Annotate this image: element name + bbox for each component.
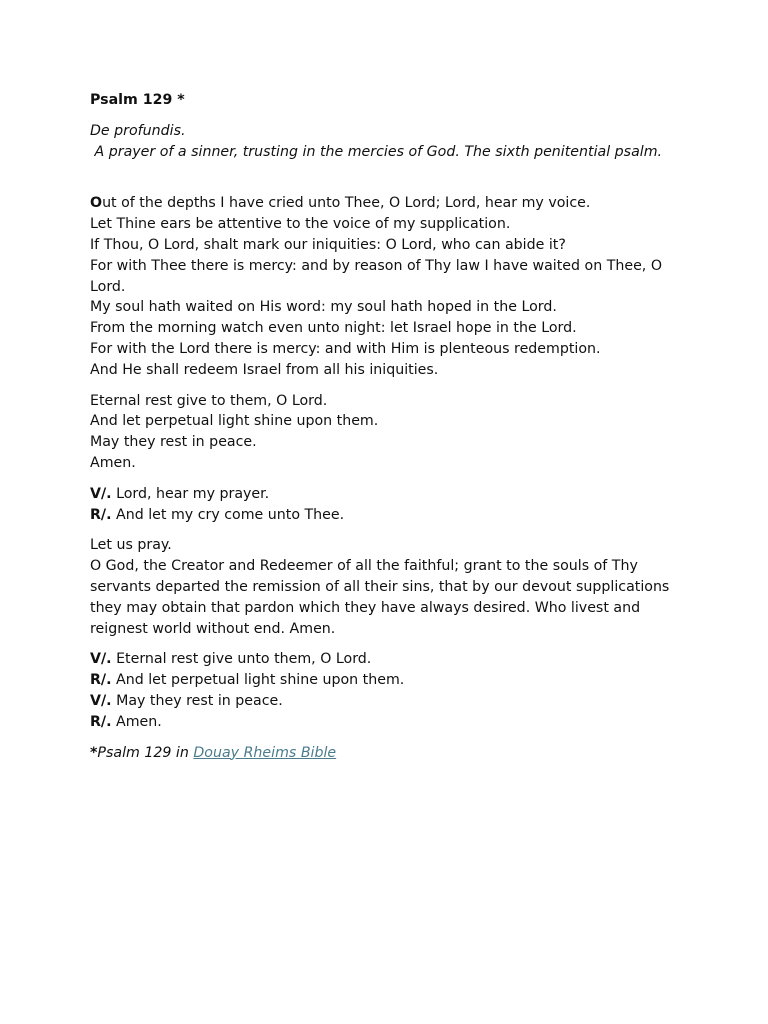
versicle-text: May they rest in peace. (111, 692, 283, 709)
psalm-verse: My soul hath waited on His word: my soul hath hoped in the Lord. (90, 299, 557, 316)
source-citation (90, 743, 688, 764)
psalm-verse: For with Thee there is mercy: and by reason of Thy law I have waited on Thee, O Lord. (90, 257, 662, 295)
versicle-marker: V/. (90, 692, 112, 709)
citation-prefix: Psalm 129 in (97, 744, 194, 761)
response-marker: R/. (90, 506, 112, 523)
response-text: And let my cry come unto Thee. (111, 506, 345, 523)
versicle-line (90, 649, 688, 670)
prayer-line: Amen. (90, 454, 136, 471)
response-marker: R/. (90, 713, 112, 730)
response-text: And let perpetual light shine upon them. (111, 672, 405, 689)
drop-letter: O (90, 195, 103, 212)
psalm-verse: For with the Lord there is mercy: and with Him is plenteous redemption. (90, 340, 601, 357)
psalm-description: A prayer of a sinner, trusting in the mercies of God. The sixth penitential psalm. (90, 143, 663, 160)
prayer-intro: Let us pray. (90, 537, 172, 554)
prayer-line: And let perpetual light shine upon them. (90, 413, 379, 430)
versicle-response-2 (90, 649, 688, 732)
response-line (90, 712, 688, 733)
psalm-verse (90, 193, 688, 214)
psalm-verse-text: ut of the depths I have cried unto Thee, O Lord; Lord, hear my voice. (102, 195, 591, 212)
response-line (90, 670, 688, 691)
versicle-marker: V/. (90, 485, 112, 502)
response-line (90, 505, 688, 526)
page-title: Psalm 129 * (90, 92, 185, 108)
versicle-response-1 (90, 484, 688, 526)
versicle-text: Lord, hear my prayer. (111, 485, 270, 502)
response-text: Amen. (111, 713, 162, 730)
prayer-body: O God, the Creator and Redeemer of all the faithful; grant to the souls of Thy servants departed the remission of all their sins, that by our devout supplications they may obtain that pardon which they have always desired. Who livest and reignest world without end. Amen. (90, 558, 670, 637)
douay-rheims-link[interactable]: Douay Rheims Bible (193, 744, 337, 761)
psalm-text (90, 193, 688, 380)
versicle-text: Eternal rest give unto them, O Lord. (111, 651, 372, 668)
prayer-line: May they rest in peace. (90, 434, 257, 451)
psalm-subtitle (90, 121, 688, 163)
versicle-marker: V/. (90, 651, 112, 668)
psalm-verse: From the morning watch even unto night: let Israel hope in the Lord. (90, 320, 577, 337)
latin-title: De profundis. (90, 122, 186, 139)
versicle-line (90, 484, 688, 505)
eternal-rest-prayer (90, 391, 688, 474)
psalm-verse: If Thou, O Lord, shalt mark our iniquities: O Lord, who can abide it? (90, 236, 566, 253)
closing-prayer (90, 535, 688, 639)
psalm-verse: Let Thine ears be attentive to the voice of my supplication. (90, 216, 511, 233)
psalm-verse: And He shall redeem Israel from all his iniquities. (90, 361, 439, 378)
prayer-line: Eternal rest give to them, O Lord. (90, 392, 328, 409)
versicle-line (90, 691, 688, 712)
response-marker: R/. (90, 672, 112, 689)
footnote-star: * (90, 744, 98, 761)
